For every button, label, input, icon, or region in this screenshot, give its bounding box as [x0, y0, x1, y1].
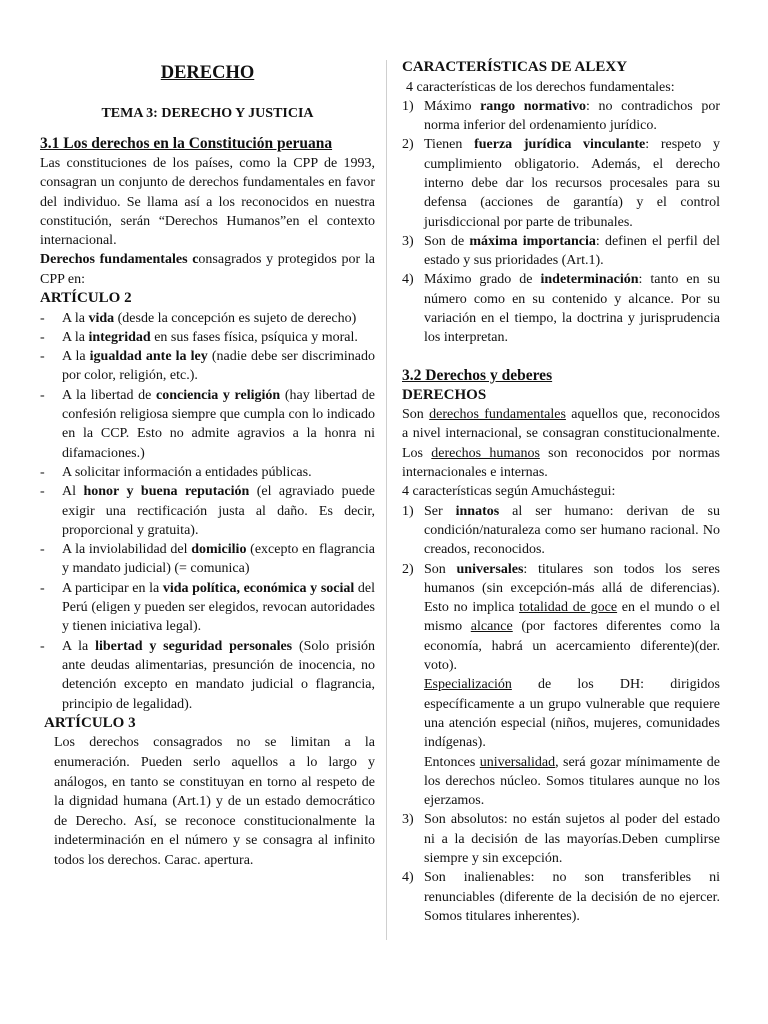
list-item: - A solicitar información a entidades públicas. [40, 463, 375, 482]
list-item: - A la integridad en sus fases física, psíquica y moral. [40, 328, 375, 347]
intro-paragraph: Las constituciones de los países, como la CPP de 1993, consagran un conjunto de derechos fundamentales en favor del individuo. Se llama así a los reconocidos en nuestra constitución, serán “Derechos Humanos”en el contexto internacional. [40, 156, 375, 249]
list-item: - A la libertad y seguridad personales (Solo prisión ante deudas alimentarias, presunción de inocencia, no detención excepto en mandato judicial o flagrancia, principio de legalidad). [40, 637, 375, 714]
alexy-intro: 4 características de los derechos fundamentales: [406, 79, 675, 95]
amuchastegui-list [402, 502, 720, 676]
list-item: 1) Ser innatos al ser humano: derivan de su condición/naturaleza como ser humano racional. No creados, reconocidos. [402, 503, 720, 558]
list-item: - A la vida (desde la concepción es sujeto de derecho) [40, 309, 375, 328]
page-title: DERECHO [160, 63, 255, 83]
list-item: 4) Son inalienables: no son transferibles ni renunciables (diferente de la decisión de no ejercer. Somos titulares inherentes). [402, 870, 720, 924]
amuchastegui-list-continued [402, 810, 720, 926]
section-3-2-title: 3.2 Derechos y deberes [402, 366, 553, 384]
list-item: - A la igualdad ante la ley (nadie debe ser discriminado por color, religión, etc.). [40, 347, 375, 386]
section-3-1-title: 3.1 Los derechos en la Constitución peruana [40, 135, 333, 152]
right-column [402, 0, 720, 926]
topic-title: TEMA 3: DERECHO Y JUSTICIA [101, 106, 314, 121]
universalidad-paragraph: Entonces universalidad, será gozar mínimamente de los derechos núcleo. Somos titulares aunque no los ejerzamos. [424, 754, 720, 809]
list-item: 4) Máximo grado de indeterminación: tanto en su número como en su contenido y alcance. Por su variación en el tiempo, la doctrina y jurisprudencia los interpretan. [402, 272, 721, 346]
column-divider [386, 60, 387, 940]
list-item: 3) Son de máxima importancia: definen el perfil del estado y sus prioridades (Art.1). [402, 233, 720, 269]
df-bold: Derechos fundamentales c [40, 252, 199, 268]
list-item: - A la inviolabilidad del domicilio (excepto en flagrancia y mandato judicial) (= comunica) [40, 540, 375, 579]
list-item: 1) Máximo rango normativo: no contradichos por norma inferior del ordenamiento jurídico. [402, 98, 720, 134]
article-3-heading: ARTÍCULO 3 [44, 714, 136, 731]
list-item: - Al honor y buena reputación (el agraviado puede exigir una rectificación justa al daño. Es decir, proporcional y gratuita). [40, 482, 375, 540]
article-2-list [40, 309, 375, 714]
alexy-list [402, 97, 720, 348]
list-item: - A participar en la vida política, económica y social del Perú (eligen y pueden ser elegidos, revocan autoridades y tienen iniciativa legal). [40, 579, 375, 637]
section-spacer [402, 348, 720, 366]
list-item: - A la libertad de conciencia y religión (hay libertad de confesión religiosa siempre que cumpla con lo indicado en la CCP. Esto no admite agravios a la honra ni difamaciones.) [40, 386, 375, 463]
df-rest: onsagrados y protegidos por la CPP en: [40, 252, 375, 287]
left-column [40, 0, 375, 870]
alexy-heading: CARACTERÍSTICAS DE ALEXY [402, 59, 628, 75]
list-item: 3) Son absolutos: no están sujetos al poder del estado ni a la decisión de las mayorías.Deben cumplirse siempre y sin excepción. [402, 812, 720, 866]
article-3-paragraph: Los derechos consagrados no se limitan a la enumeración. Pueden serlo aquellos a lo largo y análogos, en tanto se constituyan en torno al respeto de la dignidad humana (Art.1) y de un estado democrático de Derecho. Así, se reconoce constitucionalmente la indeterminación en el número y se consagra al infinito todos los derechos. Carac. apertura. [54, 735, 375, 868]
derechos-heading: DERECHOS [402, 386, 487, 403]
list-item: 2) Son universales: titulares son todos los seres humanos (sin excepción-más allá de diferencias). Esto no implica totalidad de goce en el mundo o el mismo alcance (por factores diferentes como la economía, habrá un acercamiento diferente)(der. voto). [402, 561, 720, 674]
amuchastegui-intro: 4 características según Amuchástegui: [402, 484, 616, 500]
df-paragraph [40, 250, 375, 289]
especializacion-paragraph: Especialización de los DH: dirigidos específicamente a un grupo vulnerable que requiere una atención especial (niños, mujeres, comunidades indígenas). [424, 677, 720, 751]
list-item: 2) Tienen fuerza jurídica vinculante: respeto y cumplimiento obligatorio. Además, el derecho interno debe dar los recursos procesales para su defensa (acciones de garantía) y el control jurisdiccional por parte de tribunales. [402, 137, 720, 230]
article-2-heading: ARTÍCULO 2 [40, 290, 132, 307]
derechos-paragraph: Son derechos fundamentales aquellos que, reconocidos a nivel internacional, se consagran constitucionalmente. Los derechos humanos son reconocidos por normas internacionales e internas. [402, 407, 721, 481]
